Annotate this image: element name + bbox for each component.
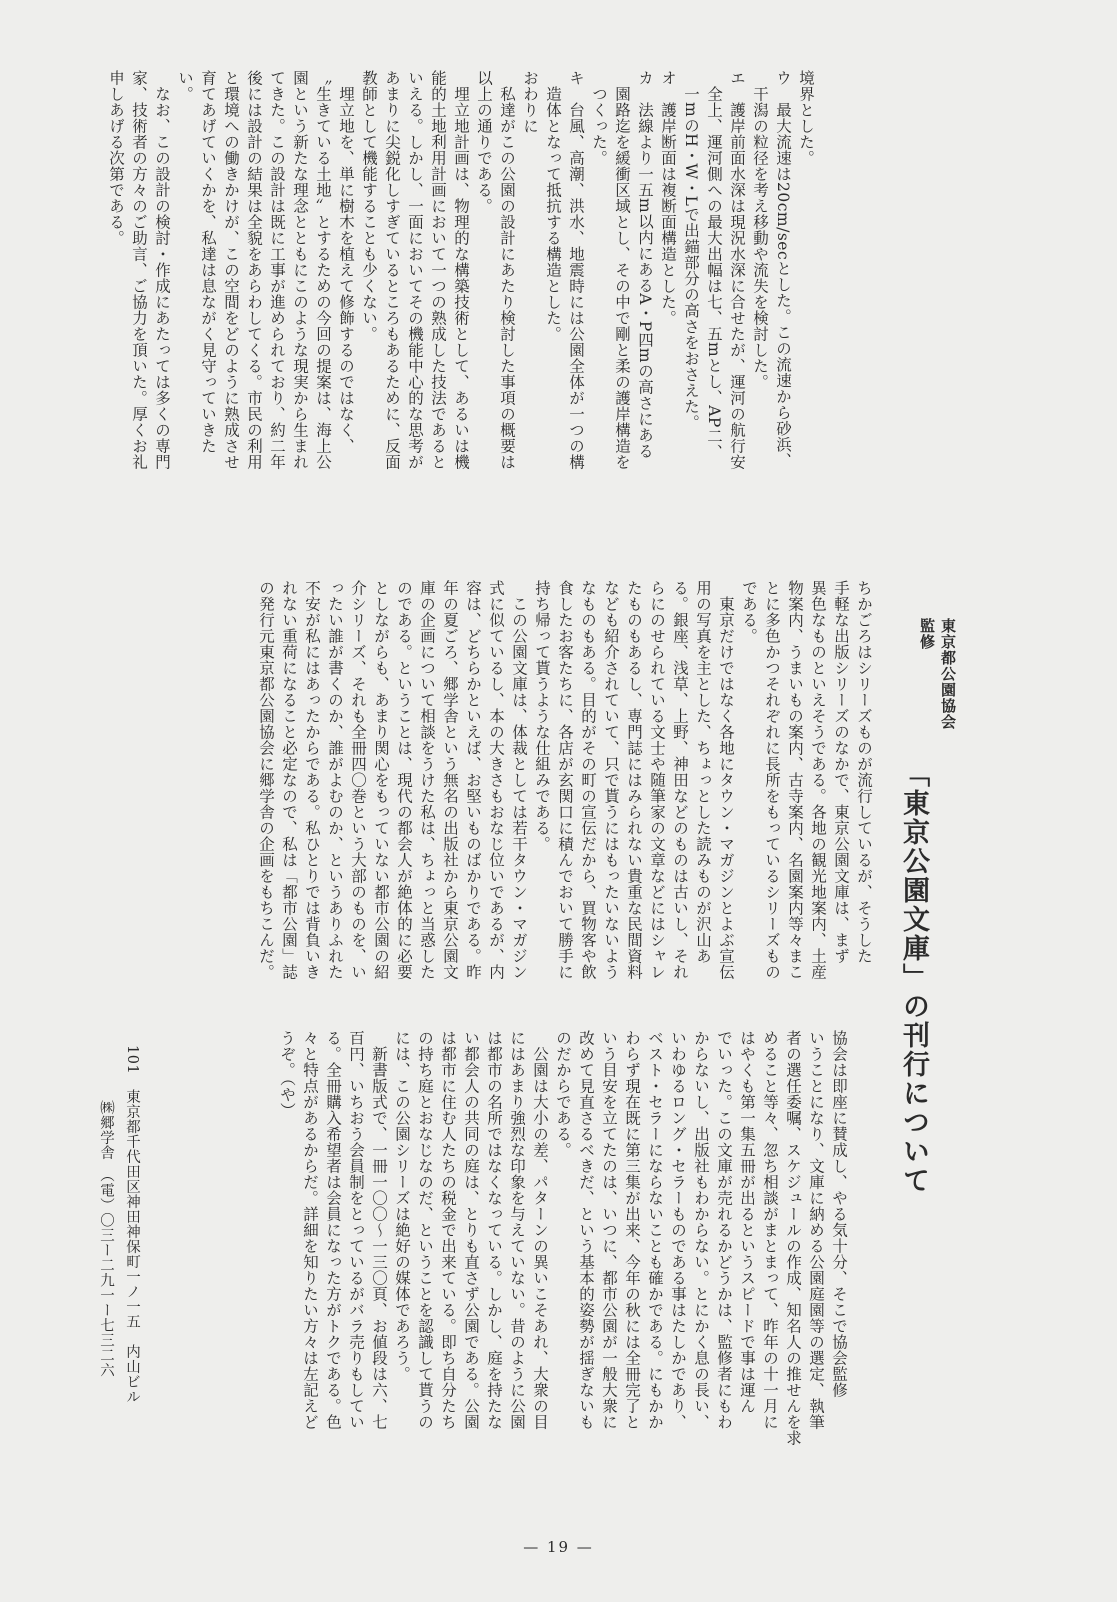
article-body-column-1: ちかごろはシリーズものが流行しているが、そうした 手軽な出版シリーズのなかで、東京公園文庫は、まず 異色なものといえそうである。各地の観光地案内、土産 物案内、うまいもの案内、古寺案内、名園案内等々まこ とに多色かつそれぞれに長所をもっているシリーズもの である。 東京だけではなく各地にタウン・マガジンとよぶ宣伝 用の写真を主とした、ちょっとした読みものが沢山あ る。銀座、浅草、上野、神田などのものは古いし、それ らにのせられている文士や随筆家の文章などにはシャレ たものもあるし、専門誌にはみられない貴重な民間資料 なども紹介されていて、只で貰うにはもったいないよう なものもある。目的がその町の宣伝だから、買物客や飲 食したお客たちに、各店が玄関口に積んでおいて勝手に 持ち帰って貰うような仕組みである。 この公園文庫は、体裁としては若干タウン・マガジン 式に似ているし、本の大きさもおなじ位いであるが、内 容は、どちらかといえば、お堅いものばかりである。昨 年の夏ごろ、郷学舎という無名の出版社から東京公園文 庫の企画について相談をうけた私は、ちょっと当惑した のである。ということは、現代の都会人が絶体的に必要 としながらも、あまり関心をもっていない都市公園の紹 介シリーズ、それも全冊四〇巻という大部のものを、い ったい誰が書くのか、誰がよむのか、というありふれた 不安が私にはあったからである。私ひとりでは背負いき れない重荷になること必定なので、私は「都市公園」誌 の発行元東京都公園協会に郷学舎の企画をもちこんだ。 [257,580,873,980]
supervisor-label: 監修 [918,618,936,650]
publisher-address: 101 東京都千代田区神田神保町一ノ一五 内山ビル [124,1045,140,1405]
page-number: — 19 — [523,1538,594,1556]
article-title: 「東京公園文庫」の刊行について [898,760,929,1195]
supervisor-org: 東京都公園協会 [939,618,957,730]
article-body-column-2: 協会は即座に賛成し、やる気十分、そこで協会監修 いうことになり、文庫に納める公園庭園等の選定、執筆 者の選任委嘱、スケジュールの作成、知名人の推せんを求 めること等々、忽ち相談がまとまって、昨年の十一月に はやくも第一集五冊が出るというスピードで事は運ん でいった。この文庫が売れるかどうかは、監修者にもわ からないし、出版社もわからない。とにかく息の長い、 いわゆるロング・セラーものである事はたしかであり、 ベスト・セラーにならないことも確かである。にもかか わらず現在既に第三集が出来、今年の秋には全冊完了と いう目安を立てたのは、いつに、都市公園が一般大衆に 改めて見直さるべきだ、という基本的姿勢が揺ぎないも のだからである。 公園は大小の差、パターンの異いこそあれ、大衆の目 にはあまり強烈な印象を与えていない。昔のように公園 は都市の名所ではなくなっている。しかし、庭を持たな い都会人の共同の庭は、とりも直さず公園である。公園 は都市に住む人たちの税金で出来ている。即ち自分たち の持ち庭とおなじなのだ、ということを認識して貰うの には、この公園シリーズは絶好の媒体であろう。 新書版式で、一冊一〇〇〜一三〇頁、お値段は六、七 百円、いちおう会員制をとっているがバラ売りもしてい る。全冊購入希望者は会員になった方がトクである。色 々と特点があるからだ。詳細を知りたい方々は左記えど うぞ。（や） [278,1030,848,1446]
article-conclusion-section: 境界とした。 ウ 最大流速は20cm/secとした。この流速から砂浜、 干潟の粒径を考え移動や流失を検討した。 エ 護岸前面水深は現況水深に合せたが、運河の航行安 全上、運河側への最大出幅は七、五mとし、AP二、 一mのH・W・Lで出錨部分の高さをおさえた。 オ 護岸断面は複断面構造とした。 カ 法線より一五m以内にあるA・P四mの高さにある 園路迄を緩衝区域とし、その中で剛と柔の護岸構造を つくった。 キ 台風、高潮、洪水、地震時には公園全体が一つの構 造体となって抵抗する構造とした。 おわりに 私達がこの公園の設計にあたり検討した事項の概要は 以上の通りである。 埋立地計画は、物理的な構築技術として、あるいは機 能的土地利用計画において一つの熟成した技法であると いえる。しかし、一面においてその機能中心的な思考が あまりに尖鋭化しすぎているところもあるために、反面 教師として機能することも少くない。 埋立地を、単に樹木を植えて修飾するのではなく、 〝生きている土地〟とするための今回の提案は、海上公 園という新たな理念とともにこのような現実から生まれ てきた。この設計は既に工事が進められており、約二年 後には設計の結果は全貌をあらわしてくる。市民の利用 と環境への働きかけが、この空間をどのように熟成させ 育てあげていくかを、私達は息ながく見守っていきた い。 なお、この設計の検討・作成にあたっては多くの専門 家、技術者の方々のご助言、ご協力を頂いた。厚くお礼 申しあげる次第である。 [107,70,815,470]
publisher-contact: ㈱郷学舎 （電）〇三ー二九一ー七三二六 [98,1100,114,1378]
